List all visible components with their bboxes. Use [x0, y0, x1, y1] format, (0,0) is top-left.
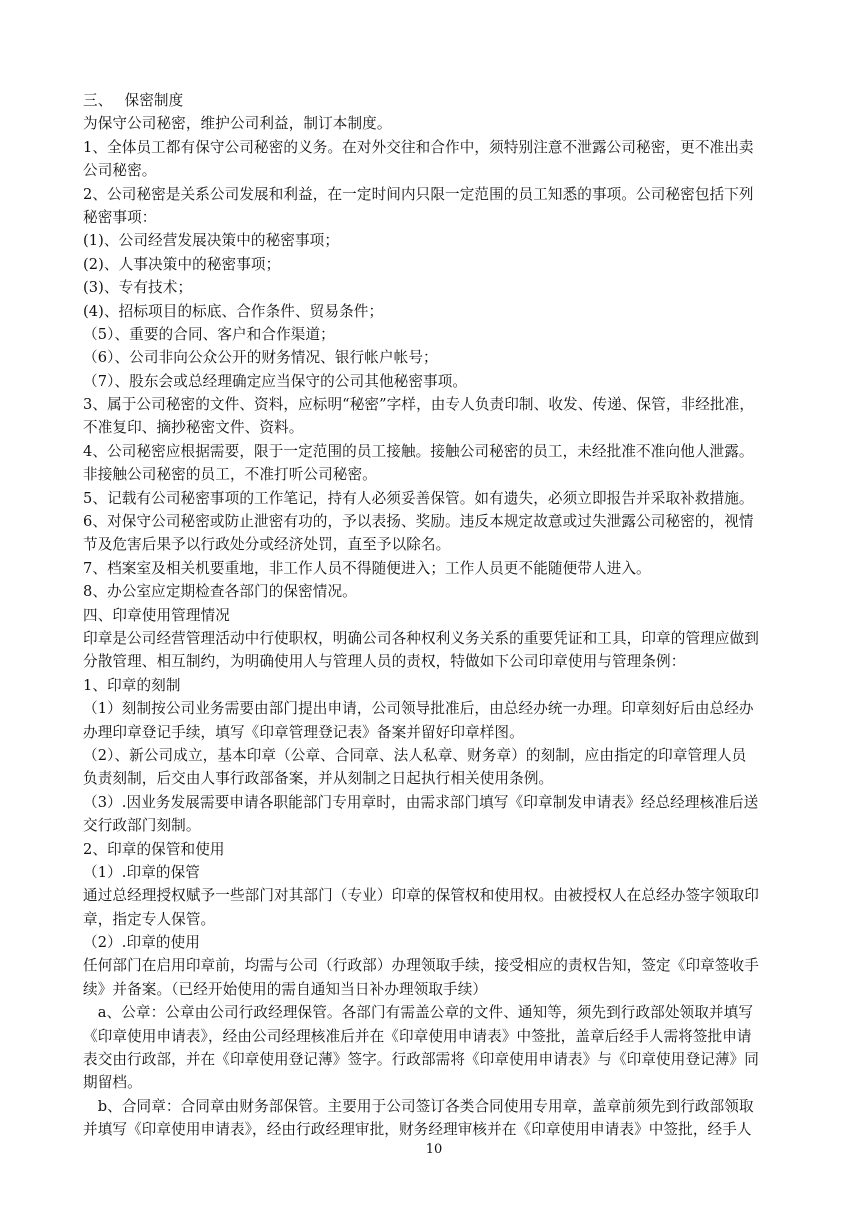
text-line: （1）.印章的保管 [83, 863, 200, 881]
text-line: b、合同章：合同章由财务部保管。主要用于公司签订各类合同使用专用章，盖章前须先到行政部领取 [83, 1097, 754, 1115]
text-line: 1、印章的刻制 [83, 676, 181, 694]
text-line: 4、公司秘密应根据需要，限于一定范围的员工接触。接触公司秘密的员工，未经批准不准向他人泄露。 [83, 442, 754, 460]
text-line: 《印章使用申请表》，经由公司经理核准后并在《印章使用申请表》中签批，盖章后经手人需将签批申请 [83, 1027, 752, 1045]
text-line: (3)、专有技术； [83, 279, 193, 297]
text-line: 2、印章的保管和使用 [83, 840, 225, 858]
text-line: 交行政部门刻制。 [83, 817, 201, 835]
text-line: 8、办公室应定期检查各部门的保密情况。 [83, 583, 357, 601]
text-line: (2)、人事决策中的秘密事项； [83, 255, 281, 273]
text-line: （1）刻制按公司业务需要由部门提出申请，公司领导批准后，由总经办统一办理。印章刻好后由总经办 [83, 700, 754, 718]
text-line: （2）、新公司成立，基本印章（公章、合同章、法人私章、财务章）的刻制，应由指定的印章管理人员 [83, 746, 747, 764]
text-line: 并填写《印章使用申请表》，经由行政经理审批，财务经理审核并在《印章使用申请表》中签批，经手人 [83, 1121, 752, 1139]
text-line: 分散管理、相互制约，为明确使用人与管理人员的责权，特做如下公司印章使用与管理条例： [83, 653, 686, 671]
text-line: 秘密事项： [83, 208, 157, 226]
text-line: （5）、重要的合同、客户和合作渠道； [83, 325, 335, 343]
text-line: （3）.因业务发展需要申请各职能部门专用章时，由需求部门填写《印章制发申请表》经总经理核准后送 [83, 793, 759, 811]
text-line: 通过总经理授权赋予一些部门对其部门（专业）印章的保管权和使用权。由被授权人在总经办签字领取印 [83, 887, 759, 905]
document-body [83, 89, 785, 1142]
text-line: 节及危害后果予以行政处分或经济处罚，直至予以除名。 [83, 536, 451, 554]
text-line: （2）.印章的使用 [83, 934, 200, 952]
text-line: a、公章：公章由公司行政经理保管。各部门有需盖公章的文件、通知等，须先到行政部处领取并填写 [83, 1004, 754, 1022]
text-line: (1)、公司经营发展决策中的秘密事项； [83, 232, 340, 250]
text-line: 不准复印、摘抄秘密文件、资料。 [83, 419, 304, 437]
text-line: 负责刻制，后交由人事行政部备案，并从刻制之日起执行相关使用条例。 [83, 770, 554, 788]
text-line: 为保守公司秘密，维护公司利益，制订本制度。 [83, 115, 392, 133]
text-line: 非接触公司秘密的员工，不准打听公司秘密。 [83, 466, 377, 484]
text-line: 7、档案室及相关机要重地，非工作人员不得随便进入；工作人员更不能随便带人进入。 [83, 559, 651, 577]
text-line: （6）、公司非向公众公开的财务情况、银行帐户帐号； [83, 349, 438, 367]
text-line: 1、全体员工都有保守公司秘密的义务。在对外交往和合作中，须特别注意不泄露公司秘密，更不准出卖 [83, 138, 754, 156]
page-number: 10 [425, 1142, 443, 1157]
text-line: 公司秘密。 [83, 162, 157, 180]
text-line: 5、记载有公司秘密事项的工作笔记，持有人必须妥善保管。如有遗失，必须立即报告并采取补救措施。 [83, 489, 754, 507]
text-line: 印章是公司经营管理活动中行使职权，明确公司各种权利义务关系的重要凭证和工具，印章的管理应做到 [83, 629, 759, 647]
text-line: （7）、股东会或总经理确定应当保守的公司其他秘密事项。 [83, 372, 468, 390]
text-line: 续》并备案。（已经开始使用的需自通知当日补办理领取手续） [83, 980, 488, 998]
text-line: 6、对保守公司秘密或防止泄密有功的，予以表扬、奖励。违反本规定故意或过失泄露公司秘密的，视情 [83, 513, 754, 531]
text-line: 3、属于公司秘密的文件、资料，应标明“秘密”字样，由专人负责印制、收发、传递、保管，非经批准， [83, 396, 755, 414]
text-line: 办理印章登记手续，填写《印章管理登记表》备案并留好印章样图。 [83, 723, 524, 741]
text-line: (4)、招标项目的标底、合作条件、贸易条件； [83, 302, 384, 320]
text-line: 四、印章使用管理情况 [83, 606, 230, 624]
text-line: 章，指定专人保管。 [83, 910, 216, 928]
text-line: 任何部门在启用印章前，均需与公司（行政部）办理领取手续，接受相应的责权告知，签定《印章签收手 [83, 957, 759, 975]
text-line: 表交由行政部，并在《印章使用登记薄》签字。行政部需将《印章使用申请表》与《印章使用登记薄》同 [83, 1051, 759, 1069]
text-line: 2、公司秘密是关系公司发展和利益，在一定时间内只限一定范围的员工知悉的事项。公司秘密包括下列 [83, 185, 754, 203]
text-line: 三、 保密制度 [83, 92, 184, 109]
text-line: 期留档。 [83, 1074, 142, 1092]
